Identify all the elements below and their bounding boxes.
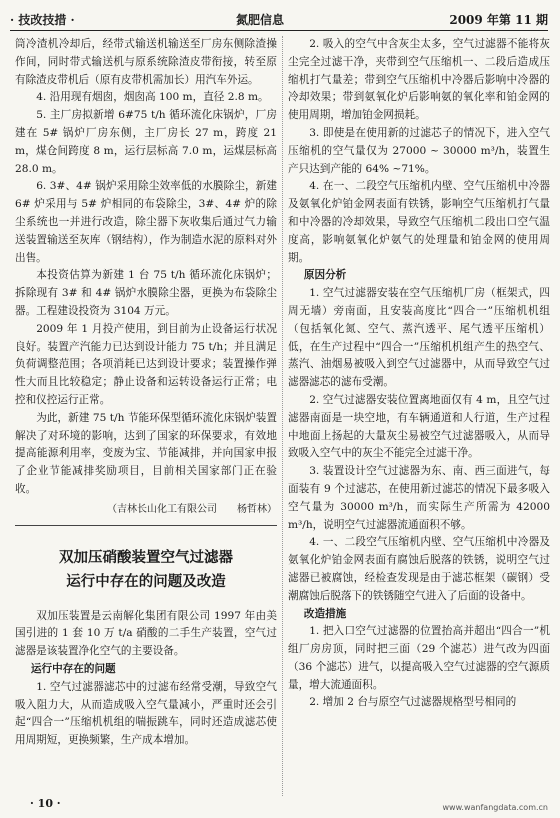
left-column (15, 36, 277, 750)
author-signature: （吉林长山化工有限公司 杨哲林） (107, 503, 277, 515)
article-title-line-2: 运行中存在的问题及改造 (66, 573, 226, 590)
paragraph: 5. 主厂房拟新增 6#75 t/h 循环流化床锅炉，厂房建在 5# 锅炉厂房东侧，主厂房长 27 m，跨度 21 m，煤仓间跨度 8 m，运行层标高 7.0 m，运煤层标高 28.0 m。 (15, 109, 277, 175)
article-separator (15, 525, 277, 526)
article-title-line-1: 双加压硝酸装置空气过滤器 (59, 549, 233, 566)
paragraph: 2. 空气过滤器安装位置离地面仅有 4 m，且空气过滤器南面是一块空地，有车辆通道和人行道，生产过程中地面上扬起的大量灰尘易被空气过滤器吸入，从而导致吸入空气中的灰尘不能完全过滤干净。 (288, 393, 550, 460)
watermark-text: www.wanfangdata.com.cn (442, 803, 548, 812)
page-number: · 10 · (30, 797, 61, 810)
paragraph: 6. 3#、4# 锅炉采用除尘效率低的水膜除尘，新建 6# 炉采用与 5# 炉相同的布袋除尘，3#、4# 炉的除尘系统也一并进行改造，除尘器下灰收集后通过气力输送装置输送至灰库（钢结构），作为制造水泥的原料对外出售。 (15, 180, 277, 264)
paragraph: 1. 空气过滤器滤芯中的过滤布经常受潮，导致空气吸入阻力大，从而造成吸入空气量减小，严重时还会引起“四合一”压缩机机组的喘振跳车，同时还造成滤芯使用周期短，更换频繁，生产成本增加。 (15, 680, 277, 747)
paragraph: 2. 吸入的空气中含灰尘太多，空气过滤器不能将灰尘完全过滤干净，夹带到空气压缩机一、二段后造成压缩机打气量差；带到空气压缩机中冷器后影响中冷器的冷却效果；带到氨氧化炉后影响氨的氧化率和铂金网的使用周期，增加铂金网损耗。 (288, 38, 550, 122)
paragraph: 2009 年 1 月投产使用，到目前为止设备运行状况良好。装置产汽能力已达到设计能力 75 t/h；并且满足负荷调整范围；各项消耗已达到设计要求；装置操作弹性大而且比较稳定；静止设备和运转设备运行正常；电控和仪控运行正常。 (15, 322, 277, 406)
paragraph: 4. 沿用现有烟囱，烟囱高 100 m，直径 2.8 m。 (36, 91, 269, 104)
paragraph: 3. 即使是在使用新的过滤芯子的情况下，进入空气压缩机的空气量仅为 27000 ~ 30000 m³/h，装置生产只达到产能的 64% ~71%。 (288, 126, 550, 175)
issue-label: 2009 年第 11 期 (449, 13, 548, 27)
paragraph: 1. 把入口空气过滤器的位置抬高并超出“四合一”机组厂房房顶，同时把三面（29 个滤芯）进气改为四面（36 个滤芯）进气，以提高吸入空气过滤器的空气源质量，增大流通面积。 (288, 625, 550, 691)
paragraph: 双加压装置是云南解化集团有限公司 1997 年由美国引进的 1 套 10 万 t/a 硝酸的二手生产装置，空气过滤器是该装置净化空气的主要设备。 (15, 609, 277, 658)
paragraph: 为此，新建 75 t/h 节能环保型循环流化床锅炉装置解决了对环境的影响，达到了国家的环保要求，有效地提高能源利用率，变废为宝、节能减排，并向国家申报了企业节能减排奖励项目，目前相关国家部门正在验收。 (15, 411, 277, 495)
section-tag: · 技改技措 · (10, 13, 75, 27)
paragraph: 4. 一、二段空气压缩机内壁、空气压缩机中冷器及氨氧化炉铂金网表面有腐蚀后脱落的铁锈，说明空气过滤器已被腐蚀，经检查发现是由于滤芯框架（碳钢）受潮腐蚀后脱落下的铁锈随空气进入了后面的设备中。 (288, 536, 550, 602)
journal-name: 氮肥信息 (236, 13, 285, 27)
paragraph: 筒冷渣机冷却后，经带式输送机输送至厂房东侧除渣操作间，同时带式输送机与原系统除渣皮带衔接，转至原有除渣皮带机后（原有皮带机需加长）用汽车外运。 (15, 38, 277, 86)
page-header (10, 8, 548, 31)
paragraph: 2. 增加 2 台与原空气过滤器规格型号相同的 (309, 696, 517, 709)
section-heading: 运行中存在的问题 (30, 662, 116, 675)
paragraph: 3. 装置设计空气过滤器为东、南、西三面进气，每面装有 9 个过滤芯，在使用新过滤芯的情况下最多吸入空气量为 30000 m³/h，而实际生产所需为 42000 m³/h，说明空气过滤器流通面积不够。 (288, 465, 550, 531)
paragraph: 4. 在一、二段空气压缩机内壁、空气压缩机中冷器及氨氧化炉铂金网表面有铁锈，影响空气压缩机打气量和中冷器的冷却效果，导致空气压缩机二段出口空气温度高，影响氨氧化炉氨气的处理量和铂金网的使用周期。 (288, 180, 550, 264)
section-heading: 改造措施 (303, 607, 347, 620)
section-heading: 原因分析 (303, 269, 347, 282)
right-column (288, 36, 550, 712)
paragraph: 1. 空气过滤器安装在空气压缩机厂房（框架式，四周无墙）旁南面，且安装高度比“四合一”压缩机机组（包括氧化氮、空气、蒸汽透平、尾气透平压缩机）低，在生产过程中“四合一”压缩机机组产生的热空气、蒸汽、油烟易被吸入到空气过滤器中，从而导致空气过滤器滤芯的滤布受潮。 (288, 287, 550, 389)
article-title (15, 546, 277, 594)
column-divider (282, 36, 283, 796)
paragraph: 本投资估算为新建 1 台 75 t/h 循环流化床锅炉；拆除现有 3# 和 4# 锅炉水膜除尘器，更换为布袋除尘器。工程建设投资为 3104 万元。 (15, 269, 277, 317)
